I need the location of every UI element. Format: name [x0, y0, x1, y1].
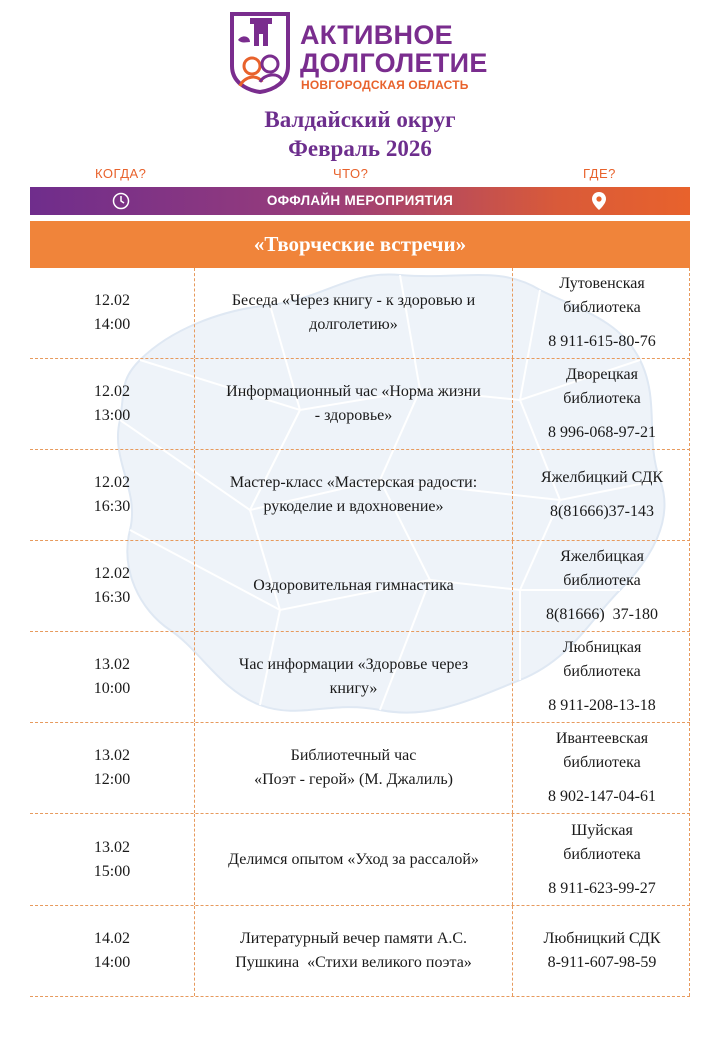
datetime-cell — [30, 632, 194, 722]
place-name-cont: библиотека — [563, 754, 641, 771]
datetime-cell — [30, 723, 194, 813]
table-row — [30, 450, 690, 541]
when-label: КОГДА? — [95, 166, 147, 181]
event-title: Делимся опытом «Уход за рассалой» — [228, 850, 479, 868]
event-title: Литературный вечер памяти А.С. — [239, 930, 468, 947]
event-title-cont: долголетию» — [309, 316, 398, 333]
logo-emblem-icon — [228, 10, 292, 94]
event-title: Беседа «Через книгу - к здоровью и — [231, 292, 476, 309]
phone-number: 8 996-068-97-21 — [548, 424, 656, 441]
event-cell — [194, 723, 512, 813]
event-cell — [194, 268, 512, 358]
table-row — [30, 541, 690, 632]
event-date: 14.02 — [94, 930, 130, 947]
section-title: «Творческие встречи» — [30, 221, 690, 268]
table-row — [30, 814, 690, 906]
event-title: Час информации «Здоровье через — [238, 656, 469, 673]
place-name-cont: библиотека — [563, 390, 641, 407]
event-title-cont: Пушкина «Стихи великого поэта» — [235, 954, 472, 971]
place-cell — [512, 906, 691, 996]
place-name: Любницкая — [562, 639, 642, 656]
event-date: 12.02 — [94, 383, 130, 400]
event-title-cont: «Поэт - герой» (М. Джалиль) — [254, 771, 453, 788]
event-cell — [194, 450, 512, 540]
event-time: 13:00 — [93, 407, 131, 424]
place-cell — [512, 541, 691, 631]
offline-events-label: ОФФЛАЙН МЕРОПРИЯТИЯ — [266, 193, 454, 208]
table-row — [30, 359, 690, 450]
phone-number: 8 902-147-04-61 — [548, 788, 656, 805]
event-date: 12.02 — [94, 292, 130, 309]
table-row — [30, 906, 690, 997]
phone-number: 8-911-607-98-59 — [547, 954, 657, 971]
event-time: 16:30 — [93, 498, 131, 515]
month-title: Февраль 2026 — [288, 136, 432, 161]
event-cell — [194, 632, 512, 722]
place-name-cont: библиотека — [563, 845, 641, 863]
place-cell — [512, 814, 691, 905]
place-cell — [512, 450, 691, 540]
event-title: Мастер-класс «Мастерская радости: — [229, 474, 478, 491]
place-name: Любницкий СДК — [543, 930, 661, 947]
event-title: Информационный час «Норма жизни — [226, 383, 481, 400]
phone-number: 8 911-615-80-76 — [548, 333, 656, 350]
event-cell — [194, 541, 512, 631]
event-cell — [194, 906, 512, 996]
event-date: 13.02 — [94, 838, 130, 856]
place-name: Яжелбицкий СДК — [540, 469, 664, 486]
place-name: Ивантеевская — [555, 730, 649, 747]
event-title-cont: книгу» — [329, 680, 378, 697]
phone-number: 8(81666)37-143 — [550, 503, 654, 520]
event-date: 12.02 — [94, 474, 130, 491]
place-name-cont: библиотека — [563, 572, 641, 589]
logo — [228, 10, 508, 96]
logo-text-region: НОВГОРОДСКАЯ ОБЛАСТЬ — [301, 78, 469, 92]
place-cell — [512, 723, 691, 813]
location-pin-icon — [591, 191, 607, 211]
event-date: 13.02 — [94, 747, 130, 764]
logo-text-line1: АКТИВНОЕ — [300, 20, 453, 50]
place-cell — [512, 359, 691, 449]
logo-text-line2: ДОЛГОЛЕТИЕ — [300, 48, 488, 78]
district-title: Валдайский округ — [264, 107, 456, 132]
event-cell — [194, 814, 512, 905]
event-time: 16:30 — [93, 589, 131, 606]
event-title-cont: рукоделие и вдохновение» — [263, 498, 444, 515]
place-name-cont: библиотека — [563, 663, 641, 680]
event-title: Библиотечный час — [290, 747, 417, 764]
datetime-cell — [30, 268, 194, 358]
datetime-cell — [30, 359, 194, 449]
where-label: ГДЕ? — [583, 166, 616, 181]
table-row — [30, 632, 690, 723]
datetime-cell — [30, 541, 194, 631]
place-cell — [512, 632, 691, 722]
place-name: Лутовенская — [559, 275, 645, 292]
place-name-cont: библиотека — [563, 299, 641, 316]
event-time: 10:00 — [93, 680, 131, 697]
event-title-cont: - здоровье» — [314, 407, 393, 424]
phone-number: 8(81666) 37-180 — [546, 606, 658, 623]
what-label: ЧТО? — [333, 166, 369, 181]
event-title: Оздоровительная гимнастика — [253, 577, 454, 594]
datetime-cell — [30, 906, 194, 996]
event-date: 12.02 — [94, 565, 130, 582]
place-name: Дворецкая — [565, 366, 638, 383]
event-time: 12:00 — [93, 771, 131, 788]
place-name: Шуйская — [571, 821, 633, 839]
datetime-cell — [30, 450, 194, 540]
event-cell — [194, 359, 512, 449]
table-row — [30, 723, 690, 814]
event-time: 15:00 — [93, 862, 131, 880]
place-name: Яжелбицкая — [560, 548, 644, 565]
phone-number: 8 911-623-99-27 — [548, 879, 656, 897]
event-date: 13.02 — [94, 656, 130, 673]
event-time: 14:00 — [93, 316, 131, 333]
place-cell — [512, 268, 691, 358]
datetime-cell — [30, 814, 194, 905]
event-time: 14:00 — [93, 954, 131, 971]
offline-events-bar — [30, 187, 690, 215]
phone-number: 8 911-208-13-18 — [548, 697, 656, 714]
table-row — [30, 268, 690, 359]
